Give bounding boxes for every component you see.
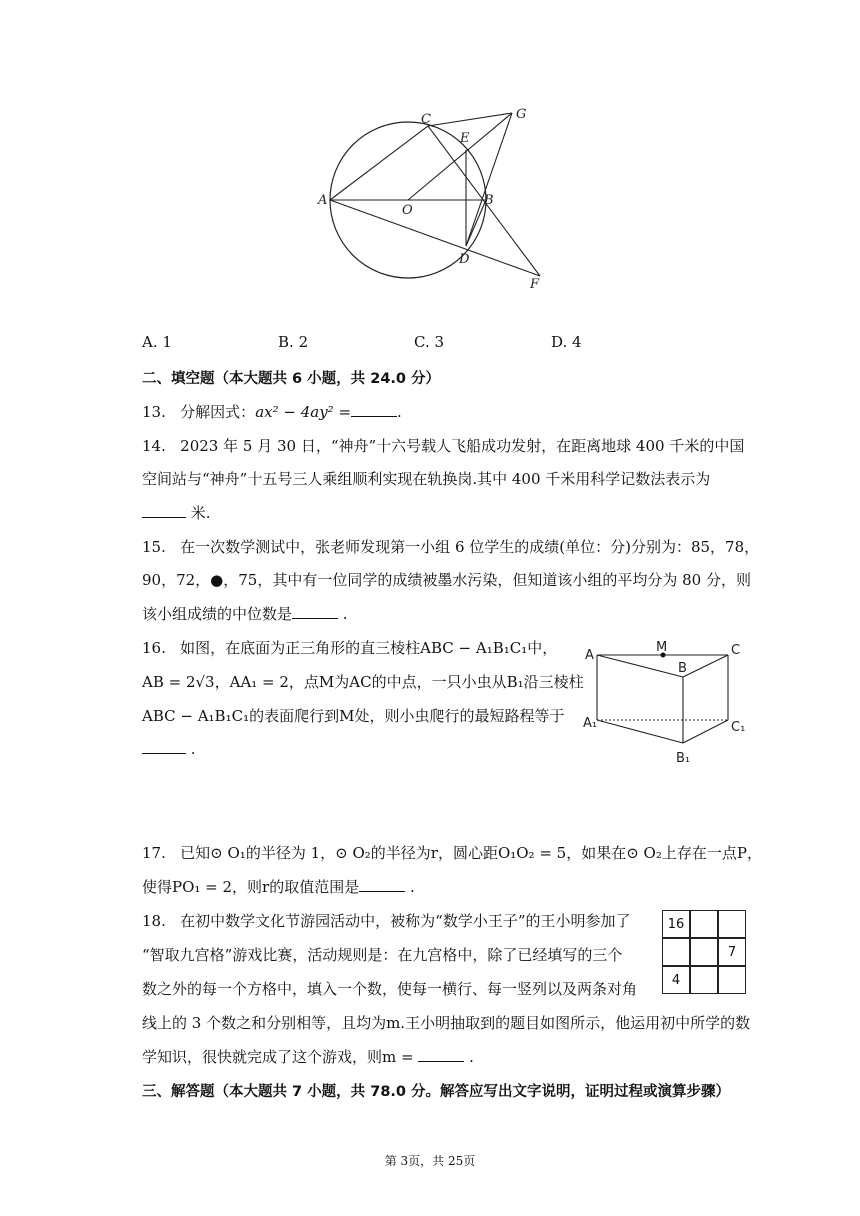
circle-figure — [310, 100, 550, 295]
choice-c: C. 3 — [414, 333, 445, 351]
label-b: B — [484, 193, 494, 208]
prism-label-b1: B₁ — [676, 751, 691, 766]
label-d: D — [459, 252, 470, 267]
section2-title: 二、填空题（本大题共 6 小题，共 24.0 分） — [142, 371, 441, 387]
grid-cell: 16 — [662, 910, 690, 938]
choice-a: A. 1 — [142, 333, 172, 351]
section3-title: 三、解答题（本大题共 7 小题，共 78.0 分。解答应写出文字说明，证明过程或演算步骤） — [142, 1084, 731, 1100]
prism-label-a: A — [585, 648, 594, 663]
grid-cell — [690, 938, 718, 966]
prism-label-b: B — [678, 661, 687, 676]
label-e: E — [460, 131, 470, 146]
grid-cell — [690, 966, 718, 994]
choice-d: D. 4 — [551, 333, 582, 351]
label-g: G — [516, 107, 527, 122]
prism-label-c: C — [731, 643, 741, 658]
grid-cell — [690, 910, 718, 938]
prism-label-a1: A₁ — [583, 716, 598, 731]
question-13: 13. 分解因式：ax² − 4ay² = . — [142, 403, 402, 421]
prism-label-c1: C₁ — [731, 720, 746, 735]
grid-cell — [718, 966, 746, 994]
grid-cell: 7 — [718, 938, 746, 966]
grid-cell: 4 — [662, 966, 690, 994]
choice-b: B. 2 — [278, 333, 309, 351]
label-f: F — [530, 277, 540, 292]
label-c: C — [421, 112, 431, 127]
prism-figure — [580, 636, 755, 770]
label-a: A — [318, 193, 328, 208]
grid-cell — [718, 910, 746, 938]
magic-square-grid — [662, 910, 746, 994]
prism-label-m: M — [656, 640, 668, 655]
label-o: O — [402, 203, 413, 218]
grid-cell — [662, 938, 690, 966]
page-footer: 第 3页，共 25页 — [384, 1154, 476, 1168]
